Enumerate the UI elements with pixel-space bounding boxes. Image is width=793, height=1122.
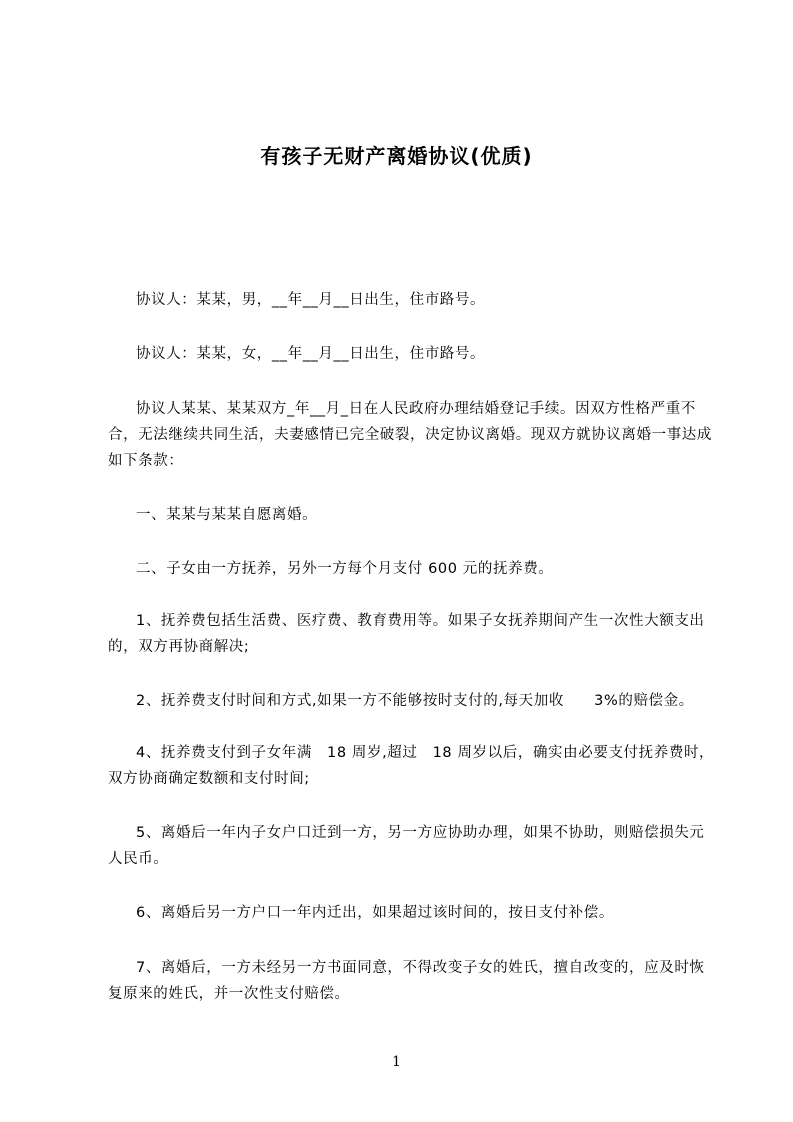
paragraph-preamble: 协议人某某、某某双方_年__月_日在人民政府办理结婚登记手续。因双方性格严重不合，无法继续共同生活，夫妻感情已完全破裂，决定协议离婚。现双方就协议离婚一事达成如下条款： [108,401,712,469]
paragraph-party-1: 协议人：某某，男，__年__月__日出生，住市路号。 [136,292,486,308]
paragraph-clause-2: 二、子女由一方抚养，另外一方每个月支付 600 元的抚养费。 [136,561,554,577]
paragraph-item-6: 6、离婚后另一方户口一年内迁出，如果超过该时间的，按日支付补偿。 [136,905,614,921]
paragraph-item-1: 1、抚养费包括生活费、医疗费、教育费用等。如果子女抚养期间产生一次性大额支出的，双方再协商解决; [108,613,705,655]
paragraph-item-4: 4、抚养费支付到子女年满 18 周岁,超过 18 周岁以后，确实由必要支付抚养费时，双方协商确定数额和支付时间; [108,745,715,787]
page-number: 1 [392,1054,401,1070]
paragraph-item-7: 7、离婚后，一方未经另一方书面同意，不得改变子女的姓氏，擅自改变的，应及时恢复原来的姓氏，并一次性支付赔偿。 [108,960,705,1002]
paragraph-item-5: 5、离婚后一年内子女户口迁到一方，另一方应协助办理，如果不协助，则赔偿损失元人民币。 [108,825,705,867]
paragraph-clause-1: 一、某某与某某自愿离婚。 [136,507,318,523]
paragraph-party-2: 协议人：某某，女，__年__月__日出生，住市路号。 [136,346,486,362]
page-title: 有孩子无财产离婚协议(优质) [260,144,533,168]
paragraph-item-2: 2、抚养费支付时间和方式,如果一方不能够按时支付的,每天加收 3%的赔偿金。 [136,693,694,709]
